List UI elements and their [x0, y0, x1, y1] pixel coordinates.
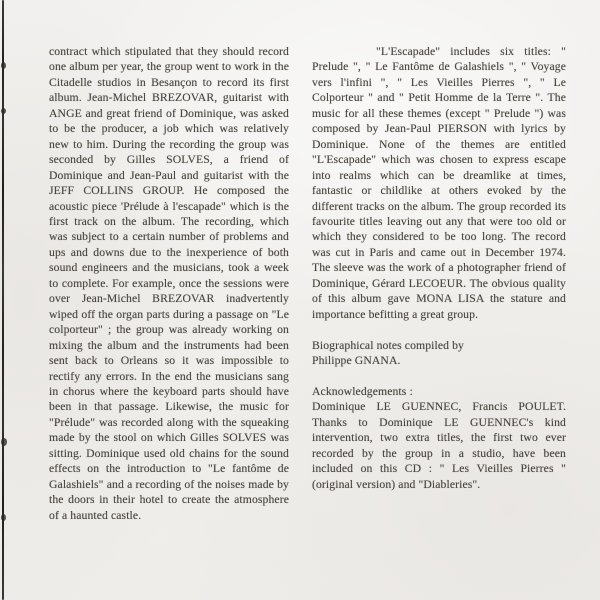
page-left-edge-line: [2, 0, 4, 600]
paragraph-recording-story: contract which stipulated that they should record one album per year, the group went to work in the Citadelle studios in Besançon to record its first album. Jean-Michel BREZOVAR, guitarist with ANGE and great friend of Dominique, was asked to be the producer, a job which was relatively new to him. During the recording the group was seconded by Gilles SOLVES, a friend of Dominique and Jean-Paul and guitarist with the JEFF COLLINS GROUP. He composed the acoustic piece 'Prélude à l'escapade" which is the first track on the album. The recording, which was subject to a certain number of problems and ups and downs due to the inexperience of both sound engineers and the musicians, took a week to complete. For example, once the sessions were over Jean-Michel BREZOVAR inadvertently wiped off the organ parts during a passage on "Le colporteur" ; the group was already working on mixing the album and the instruments had been sent back to Orleans so it was impossible to rectify any errors. In the end the musicians sang in chorus where the keyboard parts should have been in that passage. Likewise, the music for "Prélude" was recorded along with the squeaking made by the stool on which Gilles SOLVES was sitting. Dominique used old chains for the sound effects on the introduction to "Le fantôme de Galashiels" and a recording of the noises made by the doors in their hotel to create the atmosphere of a haunted castle.: [49, 45, 289, 522]
right-text-column: [312, 44, 566, 492]
acknowledgements-body: Dominique LE GUENNEC, Francis POULET. Thanks to Dominique LE GUENNEC's kind intervention, two extra titles, the first two ever recorded by the group in a studio, have been included on this CD : " Les Vieilles Pierres " (original version) and "Diableries".: [312, 400, 566, 491]
acknowledgements-heading: Acknowledgements :: [312, 384, 413, 398]
scan-edge-artifact: [1, 438, 7, 446]
paragraph-album-titles: "L'Escapade" includes six titles: " Prelude ", " Le Fantôme de Galashiels ", " Voyage vers l'infini ", " Les Vieilles Pierres ", " Le Colporteur " and " Petit Homme de la Terre ". The music for all these themes (except " Prelude ") was composed by Jean-Paul PIERSON with lyrics by Dominique. None of the themes are entitled "L'Escapade" which was chosen to express escape into realms which can be dreamlike at times, fantastic or childlike at others evoked by the different tracks on the album. The group recorded its favourite titles leaving out any that were too old or which they considered to be too long. The record was cut in Paris and came out in December 1974. The sleeve was the work of a photographer friend of Dominique, Gérard LECOEUR. The obvious quality of this album gave MONA LISA the stature and importance befitting a great group.: [312, 45, 566, 321]
credits-block: [312, 338, 566, 369]
credits-line-2: Philippe GNANA.: [312, 354, 401, 368]
scan-edge-artifact: [1, 514, 6, 521]
credits-line-1: Biographical notes compiled by: [312, 338, 464, 352]
left-text-column: [49, 44, 289, 523]
scan-edge-artifact: [1, 108, 6, 114]
scan-edge-artifact: [1, 62, 6, 69]
